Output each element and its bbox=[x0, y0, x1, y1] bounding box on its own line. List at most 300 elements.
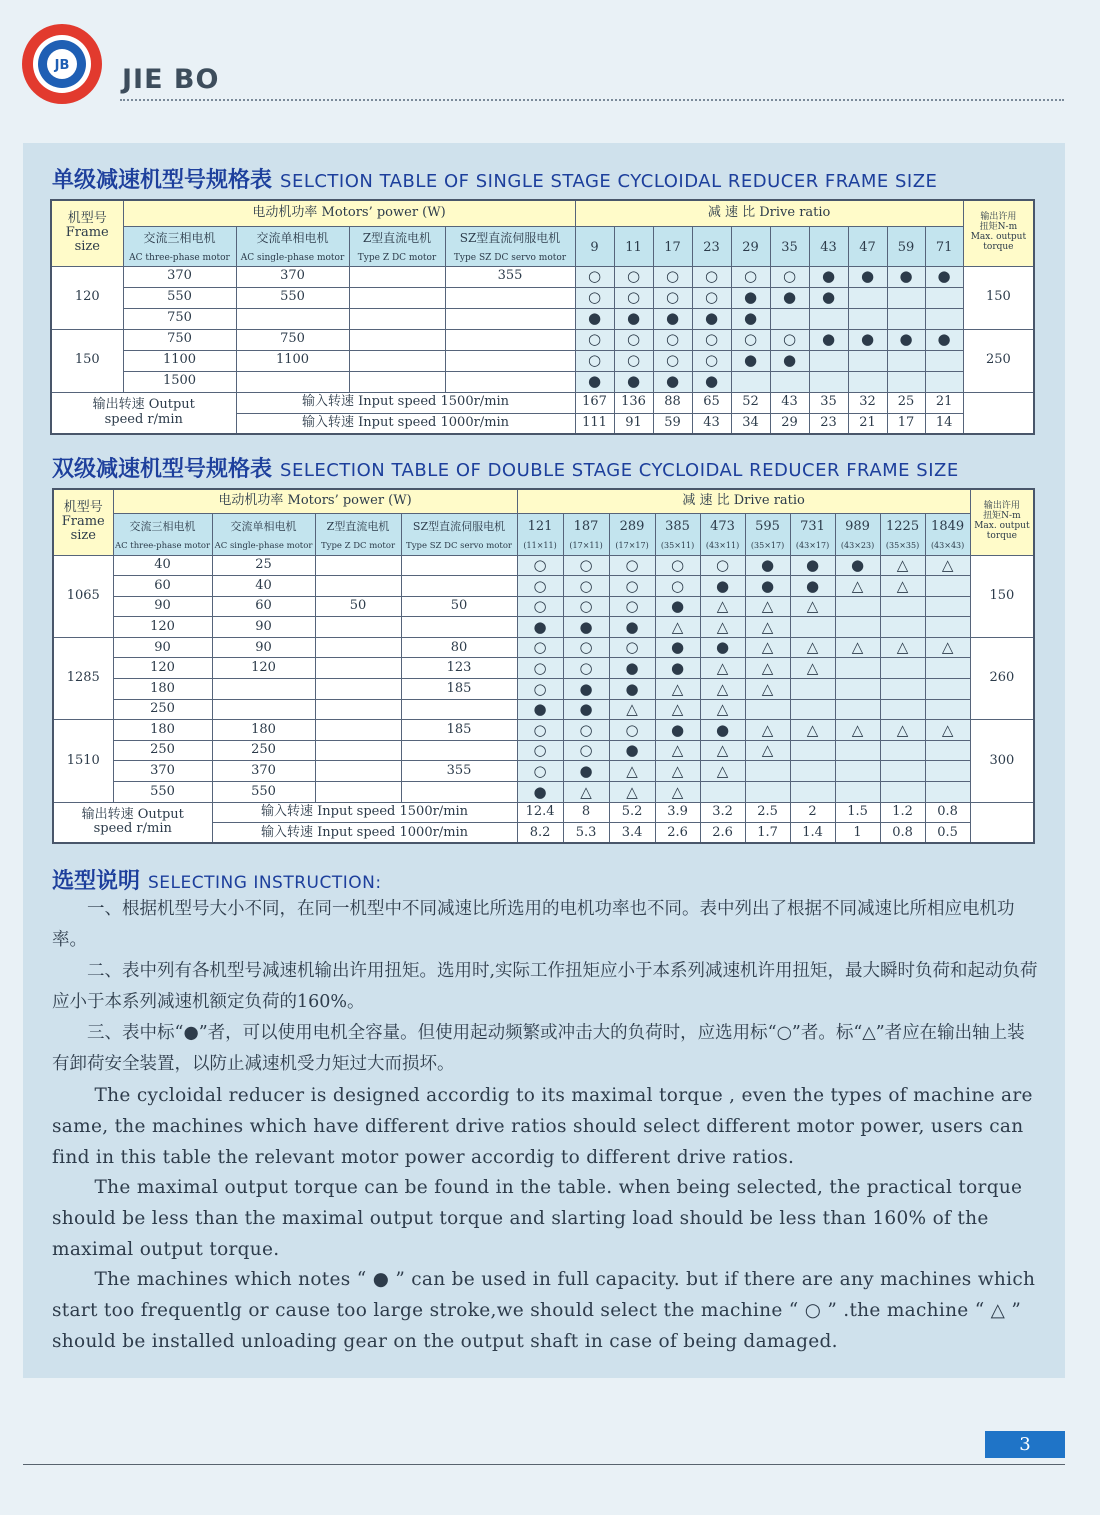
output-speed-value: 43 bbox=[692, 413, 731, 434]
suitability-mark: △ bbox=[580, 782, 592, 801]
motor-power-cell: 180 bbox=[212, 720, 315, 741]
suitability-mark-cell bbox=[563, 740, 609, 761]
motors-power-header: 电动机功率 Motors’ power (W) bbox=[123, 200, 575, 226]
suitability-mark: ● bbox=[716, 638, 730, 657]
suitability-mark: ○ bbox=[744, 267, 758, 286]
suitability-mark: △ bbox=[896, 576, 909, 595]
motor-power-cell bbox=[315, 699, 401, 720]
suitability-mark-cell bbox=[809, 266, 848, 287]
suitability-mark: ○ bbox=[533, 576, 547, 595]
suitability-mark: ● bbox=[627, 309, 641, 328]
suitability-mark: ● bbox=[783, 351, 797, 370]
suitability-mark-cell bbox=[880, 699, 925, 720]
frame-size-cell: 1510 bbox=[53, 720, 113, 802]
suitability-mark-cell bbox=[745, 596, 790, 617]
suitability-mark: △ bbox=[806, 638, 819, 657]
suitability-mark: ○ bbox=[579, 576, 593, 595]
ratio-formula: (11×11) bbox=[523, 541, 557, 551]
suitability-mark: ○ bbox=[666, 288, 680, 307]
motor-power-cell: 40 bbox=[212, 576, 315, 597]
suitability-mark: ● bbox=[666, 309, 680, 328]
suitability-mark-cell bbox=[925, 329, 963, 350]
motor-power-cell: 550 bbox=[113, 782, 212, 803]
suitability-mark-cell bbox=[745, 637, 790, 658]
single-stage-table bbox=[50, 199, 1035, 435]
suitability-mark-cell bbox=[517, 617, 563, 638]
output-speed-value: 111 bbox=[575, 413, 614, 434]
suitability-mark: △ bbox=[806, 720, 819, 739]
motor-power-cell bbox=[401, 782, 517, 803]
output-speed-label-line: 输出转速 Output bbox=[92, 397, 195, 413]
suitability-mark: ● bbox=[533, 700, 547, 719]
suitability-mark: △ bbox=[716, 659, 729, 678]
table-row bbox=[53, 720, 1034, 741]
suitability-mark: ● bbox=[861, 330, 875, 349]
speed-row bbox=[53, 802, 1034, 823]
suitability-mark-cell bbox=[925, 576, 970, 597]
motor-power-cell bbox=[212, 699, 315, 720]
table-row bbox=[53, 782, 1034, 803]
suitability-mark-cell bbox=[609, 576, 655, 597]
suitability-mark-cell bbox=[835, 761, 880, 782]
suitability-mark: ○ bbox=[579, 659, 593, 678]
output-speed-value: 5.2 bbox=[609, 802, 655, 823]
suitability-mark: ● bbox=[627, 372, 641, 391]
suitability-mark-cell bbox=[655, 637, 700, 658]
motor-power-cell: 550 bbox=[212, 782, 315, 803]
suitability-mark: ● bbox=[666, 372, 680, 391]
ratio-header bbox=[575, 226, 614, 266]
suitability-mark-cell bbox=[563, 637, 609, 658]
motor-power-cell bbox=[212, 679, 315, 700]
motor-power-cell bbox=[315, 761, 401, 782]
output-speed-value: 2.6 bbox=[700, 823, 745, 844]
suitability-mark-cell bbox=[700, 782, 745, 803]
suitability-mark: △ bbox=[761, 679, 774, 698]
output-speed-value: 8 bbox=[563, 802, 609, 823]
torque-label-line: Max. output bbox=[970, 232, 1027, 243]
suitability-mark-cell bbox=[614, 287, 653, 308]
suitability-mark-cell bbox=[653, 308, 692, 329]
suitability-mark: ○ bbox=[671, 576, 685, 595]
motor-power-cell bbox=[445, 371, 575, 392]
suitability-mark-cell bbox=[835, 740, 880, 761]
suitability-mark-cell bbox=[925, 699, 970, 720]
suitability-mark-cell bbox=[835, 782, 880, 803]
torque-label-line: 输出许用 bbox=[983, 501, 1020, 512]
suitability-mark-cell bbox=[880, 740, 925, 761]
suitability-mark-cell bbox=[655, 740, 700, 761]
ratio-header bbox=[880, 513, 925, 555]
suitability-mark-cell bbox=[925, 308, 963, 329]
suitability-mark-cell bbox=[692, 329, 731, 350]
suitability-mark-cell bbox=[731, 371, 770, 392]
suitability-mark: △ bbox=[671, 617, 684, 636]
motor-type-en: Type Z DC motor bbox=[357, 252, 437, 263]
suitability-mark: ○ bbox=[579, 556, 593, 575]
motor-power-cell bbox=[349, 266, 445, 287]
suitability-mark: ● bbox=[761, 576, 775, 595]
torque-label-line: 扭矩N-m bbox=[983, 511, 1021, 522]
motor-power-cell: 40 bbox=[113, 555, 212, 576]
suitability-mark: ○ bbox=[579, 741, 593, 760]
max-torque-header bbox=[963, 200, 1034, 266]
max-torque-cell: 300 bbox=[970, 720, 1034, 802]
suitability-mark-cell bbox=[745, 740, 790, 761]
ratio-value: 121 bbox=[527, 519, 553, 535]
torque-label-line: torque bbox=[986, 531, 1018, 542]
suitability-mark-cell bbox=[809, 329, 848, 350]
suitability-mark-cell bbox=[790, 699, 835, 720]
max-torque-cell: 250 bbox=[963, 329, 1034, 392]
suitability-mark-cell bbox=[887, 329, 925, 350]
suitability-mark-cell bbox=[770, 329, 809, 350]
suitability-mark: ● bbox=[579, 679, 593, 698]
suitability-mark-cell bbox=[609, 720, 655, 741]
ratio-header bbox=[887, 226, 925, 266]
suitability-mark-cell bbox=[790, 617, 835, 638]
motor-type-header bbox=[445, 226, 575, 266]
output-speed-value: 29 bbox=[770, 413, 809, 434]
output-speed-label-line: speed r/min bbox=[104, 411, 183, 427]
suitability-mark-cell bbox=[770, 308, 809, 329]
double-table-title bbox=[52, 452, 959, 483]
frame-label-line: 机型号 bbox=[67, 210, 107, 226]
suitability-mark-cell bbox=[609, 679, 655, 700]
suitability-mark: ○ bbox=[625, 720, 639, 739]
output-speed-value: 23 bbox=[809, 413, 848, 434]
suitability-mark: ● bbox=[625, 617, 639, 636]
motor-type-en: AC single-phase motor bbox=[240, 252, 345, 263]
motor-power-cell: 120 bbox=[113, 617, 212, 638]
suitability-mark-cell bbox=[880, 658, 925, 679]
suitability-mark: ○ bbox=[627, 351, 641, 370]
suitability-mark: △ bbox=[716, 597, 729, 616]
suitability-mark: ○ bbox=[705, 288, 719, 307]
motor-power-cell bbox=[349, 350, 445, 371]
output-speed-label bbox=[51, 392, 236, 434]
ratio-value: 43 bbox=[820, 239, 837, 255]
table-row bbox=[51, 350, 1034, 371]
suitability-mark-cell bbox=[770, 350, 809, 371]
motor-power-cell bbox=[315, 658, 401, 679]
ratio-formula: (43×23) bbox=[840, 541, 875, 551]
suitability-mark-cell bbox=[575, 287, 614, 308]
table-row bbox=[53, 596, 1034, 617]
suitability-mark-cell bbox=[700, 740, 745, 761]
output-speed-value: 91 bbox=[614, 413, 653, 434]
ratio-value: 59 bbox=[897, 239, 915, 255]
suitability-mark-cell bbox=[563, 555, 609, 576]
suitability-mark-cell bbox=[517, 679, 563, 700]
motor-type-zh: 交流单相电机 bbox=[256, 231, 329, 246]
suitability-mark-cell bbox=[925, 782, 970, 803]
instruction-title bbox=[52, 864, 382, 895]
motor-power-cell: 550 bbox=[123, 287, 236, 308]
suitability-mark-cell bbox=[517, 637, 563, 658]
suitability-mark: ○ bbox=[716, 556, 730, 575]
suitability-mark-cell bbox=[609, 740, 655, 761]
output-speed-value: 0.5 bbox=[925, 823, 970, 844]
ratio-header bbox=[925, 226, 963, 266]
motor-power-cell: 250 bbox=[212, 740, 315, 761]
suitability-mark-cell bbox=[655, 679, 700, 700]
suitability-mark: △ bbox=[851, 576, 864, 595]
ratio-formula: (43×43) bbox=[930, 541, 965, 551]
ratio-value: 47 bbox=[859, 239, 876, 255]
motor-type-header bbox=[113, 513, 212, 555]
suitability-mark: ● bbox=[625, 741, 639, 760]
suitability-mark-cell bbox=[848, 308, 887, 329]
suitability-mark-cell bbox=[700, 699, 745, 720]
suitability-mark-cell bbox=[880, 596, 925, 617]
suitability-mark: ○ bbox=[705, 330, 719, 349]
suitability-mark: △ bbox=[671, 741, 684, 760]
suitability-mark-cell bbox=[653, 371, 692, 392]
motor-type-header bbox=[401, 513, 517, 555]
output-speed-value: 1.5 bbox=[835, 802, 880, 823]
suitability-mark: ○ bbox=[783, 330, 797, 349]
suitability-mark-cell bbox=[655, 555, 700, 576]
suitability-mark: ○ bbox=[533, 741, 547, 760]
suitability-mark: ○ bbox=[588, 330, 602, 349]
suitability-mark: ○ bbox=[783, 267, 797, 286]
motor-power-cell: 185 bbox=[401, 679, 517, 700]
suitability-mark-cell bbox=[848, 287, 887, 308]
motor-power-cell bbox=[349, 308, 445, 329]
motor-power-cell: 90 bbox=[113, 596, 212, 617]
suitability-mark-cell bbox=[517, 699, 563, 720]
instruction-title-zh: 选型说明 bbox=[52, 869, 141, 894]
suitability-mark: ● bbox=[671, 597, 685, 616]
motor-power-cell: 1100 bbox=[123, 350, 236, 371]
ratio-value: 1849 bbox=[931, 519, 965, 535]
single-title-zh: 单级减速机型号规格表 bbox=[52, 168, 273, 193]
output-speed-value: 5.3 bbox=[563, 823, 609, 844]
suitability-mark: △ bbox=[716, 679, 729, 698]
suitability-mark: ● bbox=[937, 330, 951, 349]
double-title-zh: 双级减速机型号规格表 bbox=[52, 457, 273, 482]
table-row bbox=[53, 658, 1034, 679]
suitability-mark-cell bbox=[887, 350, 925, 371]
suitability-mark: ● bbox=[705, 372, 719, 391]
suitability-mark: ● bbox=[588, 372, 602, 391]
suitability-mark-cell bbox=[655, 782, 700, 803]
suitability-mark: ○ bbox=[666, 267, 680, 286]
suitability-mark-cell bbox=[880, 617, 925, 638]
suitability-mark: ● bbox=[899, 267, 913, 286]
suitability-mark-cell bbox=[609, 637, 655, 658]
suitability-mark: ○ bbox=[625, 597, 639, 616]
suitability-mark-cell bbox=[925, 350, 963, 371]
suitability-mark: ● bbox=[716, 576, 730, 595]
ratio-formula: (43×17) bbox=[795, 541, 830, 551]
output-speed-value: 14 bbox=[925, 413, 963, 434]
suitability-mark-cell bbox=[925, 287, 963, 308]
suitability-mark-cell bbox=[700, 576, 745, 597]
frame-size-cell: 1285 bbox=[53, 637, 113, 719]
suitability-mark-cell bbox=[925, 658, 970, 679]
ratio-header bbox=[655, 513, 700, 555]
ratio-value: 29 bbox=[742, 239, 759, 255]
ratio-header bbox=[692, 226, 731, 266]
output-speed-value: 3.4 bbox=[609, 823, 655, 844]
motor-type-header bbox=[123, 226, 236, 266]
suitability-mark-cell bbox=[880, 555, 925, 576]
suitability-mark: △ bbox=[896, 720, 909, 739]
suitability-mark-cell bbox=[925, 371, 963, 392]
ratio-formula: (17×17) bbox=[615, 541, 649, 551]
suitability-mark-cell bbox=[655, 761, 700, 782]
suitability-mark: △ bbox=[851, 638, 864, 657]
motor-power-cell bbox=[315, 782, 401, 803]
suitability-mark-cell bbox=[614, 266, 653, 287]
suitability-mark: ○ bbox=[533, 720, 547, 739]
suitability-mark: ● bbox=[851, 556, 865, 575]
ratio-header bbox=[925, 513, 970, 555]
suitability-mark-cell bbox=[925, 555, 970, 576]
suitability-mark-cell bbox=[925, 617, 970, 638]
ratio-header bbox=[609, 513, 655, 555]
suitability-mark-cell bbox=[790, 576, 835, 597]
suitability-mark: ● bbox=[588, 309, 602, 328]
motor-power-cell: 355 bbox=[401, 761, 517, 782]
suitability-mark-cell bbox=[887, 308, 925, 329]
motor-power-cell: 250 bbox=[113, 740, 212, 761]
suitability-mark-cell bbox=[809, 371, 848, 392]
ratio-formula: (43×11) bbox=[705, 541, 740, 551]
motor-type-header bbox=[315, 513, 401, 555]
suitability-mark-cell bbox=[809, 350, 848, 371]
motor-power-cell: 370 bbox=[212, 761, 315, 782]
suitability-mark: ● bbox=[533, 782, 547, 801]
suitability-mark-cell bbox=[790, 740, 835, 761]
output-speed-value: 8.2 bbox=[517, 823, 563, 844]
motor-power-cell bbox=[349, 287, 445, 308]
suitability-mark-cell bbox=[517, 658, 563, 679]
suitability-mark: ○ bbox=[533, 679, 547, 698]
frame-size-header bbox=[53, 489, 113, 555]
instruction-en-1: The cycloidal reducer is designed accordig to its maximal torque , even the types of machine are same, the machines which have different drive ratios should select different motor power, users can find in this table the relevant motor power accordig to different drive ratios. bbox=[52, 1085, 1033, 1168]
output-speed-value: 17 bbox=[887, 413, 925, 434]
suitability-mark-cell bbox=[790, 761, 835, 782]
suitability-mark: △ bbox=[806, 597, 819, 616]
output-speed-value: 1.4 bbox=[790, 823, 835, 844]
double-title-en: SELECTION TABLE OF DOUBLE STAGE CYCLOIDAL REDUCER FRAME SIZE bbox=[280, 460, 959, 481]
suitability-mark-cell bbox=[563, 576, 609, 597]
suitability-mark-cell bbox=[925, 740, 970, 761]
motor-power-cell: 60 bbox=[212, 596, 315, 617]
instruction-zh-3: 三、表中标“●”者，可以使用电机全容量。但使用起动频繁或冲击大的负荷时，应选用标“○”者。标“△”者应在输出轴上装有卸荷安全装置，以防止减速机受力矩过大而损坏。 bbox=[52, 1023, 1025, 1074]
table-row bbox=[53, 637, 1034, 658]
empty-cell bbox=[970, 802, 1034, 843]
suitability-mark-cell bbox=[925, 761, 970, 782]
motor-type-zh: SZ型直流伺服电机 bbox=[412, 520, 506, 534]
motor-power-cell bbox=[315, 637, 401, 658]
suitability-mark: ○ bbox=[533, 597, 547, 616]
motor-power-cell bbox=[445, 287, 575, 308]
ratio-formula: (35×17) bbox=[750, 541, 785, 551]
motor-power-cell bbox=[401, 555, 517, 576]
frame-label-line: Frame bbox=[65, 225, 109, 241]
speed-row bbox=[51, 392, 1034, 413]
suitability-mark-cell bbox=[575, 329, 614, 350]
suitability-mark: △ bbox=[941, 638, 954, 657]
motor-type-header bbox=[349, 226, 445, 266]
ratio-formula: (17×11) bbox=[569, 541, 603, 551]
suitability-mark-cell bbox=[692, 371, 731, 392]
suitability-mark: ○ bbox=[588, 267, 602, 286]
input-speed-label: 输入转速 Input speed 1000r/min bbox=[236, 413, 575, 434]
suitability-mark: ○ bbox=[588, 351, 602, 370]
suitability-mark-cell bbox=[563, 720, 609, 741]
suitability-mark-cell bbox=[609, 596, 655, 617]
suitability-mark-cell bbox=[925, 266, 963, 287]
frame-label-line: 机型号 bbox=[63, 499, 103, 515]
suitability-mark-cell bbox=[655, 720, 700, 741]
suitability-mark-cell bbox=[770, 266, 809, 287]
suitability-mark-cell bbox=[700, 617, 745, 638]
suitability-mark-cell bbox=[848, 266, 887, 287]
motor-power-cell: 90 bbox=[113, 637, 212, 658]
motor-type-header bbox=[236, 226, 349, 266]
suitability-mark-cell bbox=[731, 329, 770, 350]
suitability-mark-cell bbox=[745, 699, 790, 720]
instruction-en-2: The maximal output torque can be found in the table. when being selected, the practical torque should be less than the maximal output torque and slarting load should be less than 160% of the maximal output torque. bbox=[52, 1177, 1023, 1260]
ratio-header bbox=[848, 226, 887, 266]
suitability-mark: ○ bbox=[625, 556, 639, 575]
output-speed-value: 21 bbox=[925, 392, 963, 413]
suitability-mark-cell bbox=[770, 371, 809, 392]
page-number: 3 bbox=[985, 1431, 1065, 1458]
suitability-mark: △ bbox=[671, 679, 684, 698]
suitability-mark: ○ bbox=[588, 288, 602, 307]
motor-type-zh: 交流三相电机 bbox=[143, 231, 216, 246]
suitability-mark-cell bbox=[609, 658, 655, 679]
suitability-mark-cell bbox=[700, 658, 745, 679]
suitability-mark-cell bbox=[731, 266, 770, 287]
suitability-mark-cell bbox=[887, 371, 925, 392]
motor-power-cell: 185 bbox=[401, 720, 517, 741]
suitability-mark: ○ bbox=[579, 638, 593, 657]
motor-power-cell bbox=[445, 350, 575, 371]
frame-size-header bbox=[51, 200, 123, 266]
suitability-mark-cell bbox=[517, 782, 563, 803]
suitability-mark-cell bbox=[835, 679, 880, 700]
ratio-value: 17 bbox=[664, 239, 681, 255]
motor-type-en: AC single-phase motor bbox=[214, 541, 313, 551]
suitability-mark-cell bbox=[809, 308, 848, 329]
suitability-mark-cell bbox=[517, 761, 563, 782]
ratio-header bbox=[517, 513, 563, 555]
table-row bbox=[53, 555, 1034, 576]
suitability-mark: ● bbox=[822, 330, 836, 349]
suitability-mark: ○ bbox=[627, 267, 641, 286]
motor-power-cell bbox=[445, 308, 575, 329]
motor-type-zh: Z型直流电机 bbox=[362, 231, 432, 246]
motor-power-cell bbox=[401, 576, 517, 597]
input-speed-label: 输入转速 Input speed 1500r/min bbox=[212, 802, 517, 823]
motor-type-zh: SZ型直流伺服电机 bbox=[459, 231, 561, 246]
suitability-mark: △ bbox=[671, 700, 684, 719]
suitability-mark-cell bbox=[731, 308, 770, 329]
suitability-mark-cell bbox=[614, 329, 653, 350]
suitability-mark-cell bbox=[655, 699, 700, 720]
suitability-mark-cell bbox=[575, 266, 614, 287]
frame-size-cell: 120 bbox=[51, 266, 123, 329]
instruction-zh-2: 二、表中列有各机型号减速机输出许用扭矩。选用时,实际工作扭矩应小于本系列减速机许用扭矩，最大瞬时负荷和起动负荷应小于本系列减速机额定负荷的160%。 bbox=[52, 961, 1038, 1012]
suitability-mark: △ bbox=[761, 659, 774, 678]
